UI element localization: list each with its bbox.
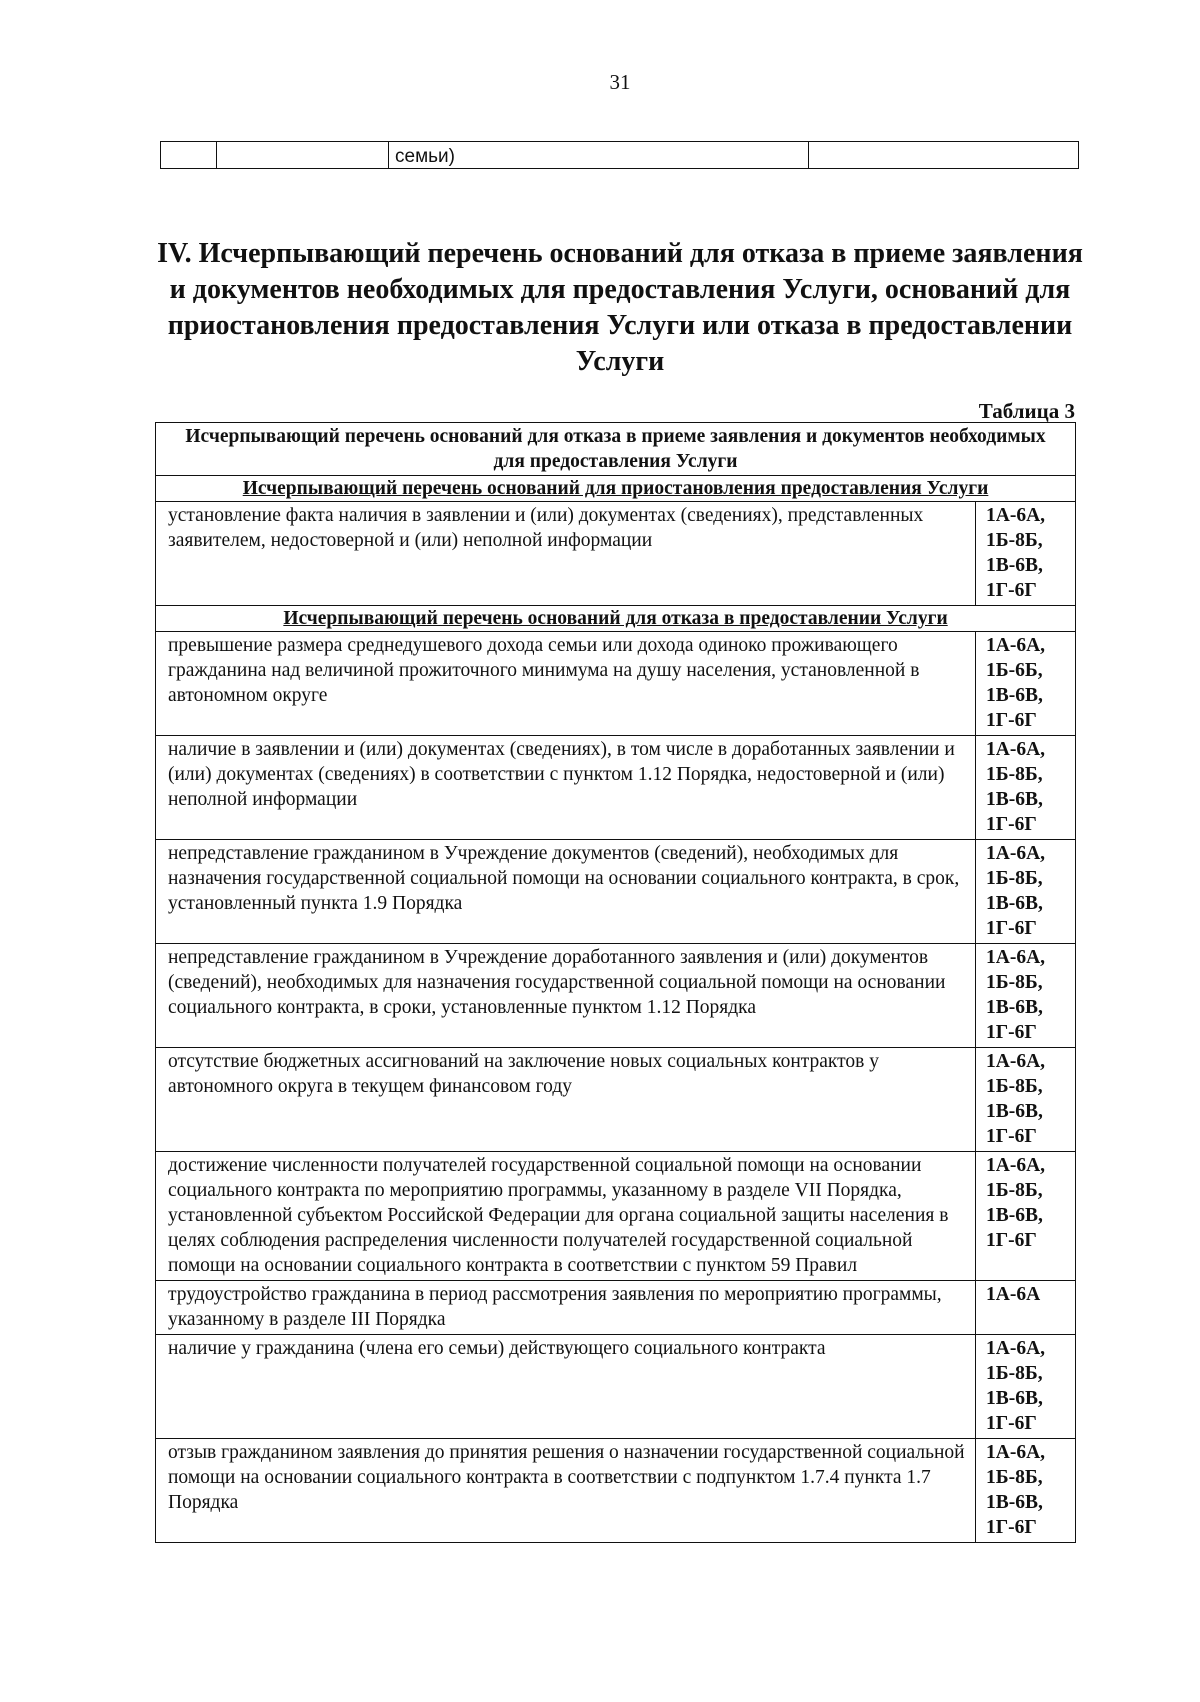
table-row [156, 1281, 1076, 1335]
table-row [156, 632, 1076, 736]
code-label: 1Г-6Г [986, 1126, 1037, 1147]
ground-text: превышение размера среднедушевого дохода семьи или дохода одиноко проживающего гражданина над величиной прожиточного минимума на душу населения, установленной в автономном округе [168, 635, 920, 706]
table-row [156, 1048, 1076, 1152]
code-label: 1В-6В, [986, 997, 1043, 1018]
table-row [156, 840, 1076, 944]
table-cell: семьи) [389, 142, 809, 169]
group-header-row [156, 606, 1076, 632]
code-label: 1Б-8Б, [986, 1180, 1043, 1201]
code-label: 1А-6А, [986, 1442, 1046, 1463]
ground-cell [156, 1335, 976, 1439]
ground-cell [156, 944, 976, 1048]
table-row [156, 1439, 1076, 1543]
code-label: 1Б-8Б, [986, 1363, 1043, 1384]
code-label: 1А-6А, [986, 505, 1046, 526]
table-cell [809, 142, 1079, 169]
code-label: 1Б-8Б, [986, 1076, 1043, 1097]
code-label: 1А-6А, [986, 947, 1046, 968]
ground-cell [156, 1281, 976, 1335]
continued-table-fragment [160, 141, 1079, 169]
code-label: 1Б-8Б, [986, 868, 1043, 889]
section-title: IV. Исчерпывающий перечень оснований для отказа в приеме заявления и документов необходимых для предоставления Услуги, оснований для приостановления предоставления Услуги или отказа в предоставлении Услуги [157, 238, 1083, 377]
ground-text: непредставление гражданином в Учреждение доработанного заявления и (или) документов (сведений), необходимых для назначения государственной социальной помощи на основании социального контракта, в сроки, установленные пунктом 1.12 Порядка [168, 947, 946, 1018]
code-label: 1Б-8Б, [986, 1467, 1043, 1488]
grounds-table-body [156, 423, 1076, 1543]
code-label: 1Г-6Г [986, 1517, 1037, 1538]
code-label: 1В-6В, [986, 1205, 1043, 1226]
ground-cell [156, 1152, 976, 1281]
code-label: 1А-6А, [986, 1051, 1046, 1072]
code-label: 1Г-6Г [986, 580, 1037, 601]
codes-cell [976, 502, 1076, 606]
table-row [156, 944, 1076, 1048]
table-header: Исчерпывающий перечень оснований для отказа в приеме заявления и документов необходимых для предоставления Услуги [156, 423, 1076, 476]
codes-cell [976, 1439, 1076, 1543]
code-label: 1Г-6Г [986, 710, 1037, 731]
code-label: 1Г-6Г [986, 918, 1037, 939]
code-label: 1В-6В, [986, 1388, 1043, 1409]
codes-cell [976, 1281, 1076, 1335]
ground-text: наличие у гражданина (члена его семьи) действующего социального контракта [168, 1338, 826, 1359]
codes-cell [976, 840, 1076, 944]
table-cell [217, 142, 389, 169]
code-label: 1А-6А [986, 1284, 1041, 1305]
table-label: Таблица 3 [978, 399, 1075, 423]
code-label: 1Б-8Б, [986, 972, 1043, 993]
ground-text: непредставление гражданином в Учреждение документов (сведений), необходимых для назначения государственной социальной помощи на основании социального контракта, в срок, установленный пункта 1.9 Порядка [168, 843, 960, 914]
code-label: 1Г-6Г [986, 1230, 1037, 1251]
code-label: 1А-6А, [986, 1338, 1046, 1359]
table-row [156, 502, 1076, 606]
codes-cell [976, 1335, 1076, 1439]
code-label: 1Г-6Г [986, 1022, 1037, 1043]
table-row [156, 1335, 1076, 1439]
codes-cell [976, 944, 1076, 1048]
code-label: 1В-6В, [986, 1101, 1043, 1122]
code-label: 1В-6В, [986, 893, 1043, 914]
code-label: 1Г-6Г [986, 1413, 1037, 1434]
ground-text: установление факта наличия в заявлении и (или) документах (сведениях), представленных заявителем, недостоверной и (или) неполной информации [168, 505, 924, 551]
table-row [156, 1152, 1076, 1281]
codes-cell [976, 736, 1076, 840]
ground-text: наличие в заявлении и (или) документах (сведениях), в том числе в доработанных заявлении и (или) документах (сведениях) в соответствии с пунктом 1.12 Порядка, недостоверной и (или) неполной информации [168, 739, 955, 810]
code-label: 1В-6В, [986, 555, 1043, 576]
ground-cell [156, 502, 976, 606]
ground-text: трудоустройство гражданина в период рассмотрения заявления по мероприятию программы, указанному в разделе III Порядка [168, 1284, 942, 1330]
ground-cell [156, 1439, 976, 1543]
code-label: 1В-6В, [986, 685, 1043, 706]
codes-cell [976, 1152, 1076, 1281]
ground-text: достижение численности получателей государственной социальной помощи на основании социального контракта по мероприятию программы, указанному в разделе VII Порядка, установленной субъектом Российской Федерации для органа социальной защиты населения в целях соблюдения распределения численности получателей государственной социальной помощи на основании социального контракта в соответствии с пунктом 59 Правил [168, 1155, 949, 1276]
code-label: 1Б-8Б, [986, 530, 1043, 551]
page-number: 31 [609, 70, 631, 94]
code-label: 1А-6А, [986, 1155, 1046, 1176]
ground-cell [156, 736, 976, 840]
code-label: 1В-6В, [986, 789, 1043, 810]
ground-cell [156, 632, 976, 736]
code-label: 1Г-6Г [986, 814, 1037, 835]
codes-cell [976, 632, 1076, 736]
table-row [161, 142, 1079, 169]
codes-cell [976, 1048, 1076, 1152]
code-label: 1В-6В, [986, 1492, 1043, 1513]
code-label: 1Б-8Б, [986, 764, 1043, 785]
code-label: 1А-6А, [986, 635, 1046, 656]
group-title: Исчерпывающий перечень оснований для отказа в предоставлении Услуги [156, 606, 1076, 632]
ground-text: отзыв гражданином заявления до принятия решения о назначении государственной социальной помощи на основании социального контракта в соответствии с подпунктом 1.7.4 пункта 1.7 Порядка [168, 1442, 965, 1513]
table-row [156, 736, 1076, 840]
grounds-table [155, 422, 1076, 1543]
ground-cell [156, 840, 976, 944]
code-label: 1А-6А, [986, 739, 1046, 760]
group-title: Исчерпывающий перечень оснований для приостановления предоставления Услуги [156, 476, 1076, 502]
code-label: 1Б-6Б, [986, 660, 1043, 681]
group-header-row [156, 476, 1076, 502]
ground-text: отсутствие бюджетных ассигнований на заключение новых социальных контрактов у автономного округа в текущем финансовом году [168, 1051, 879, 1097]
ground-cell [156, 1048, 976, 1152]
table-cell [161, 142, 217, 169]
table-header-row [156, 423, 1076, 476]
code-label: 1А-6А, [986, 843, 1046, 864]
